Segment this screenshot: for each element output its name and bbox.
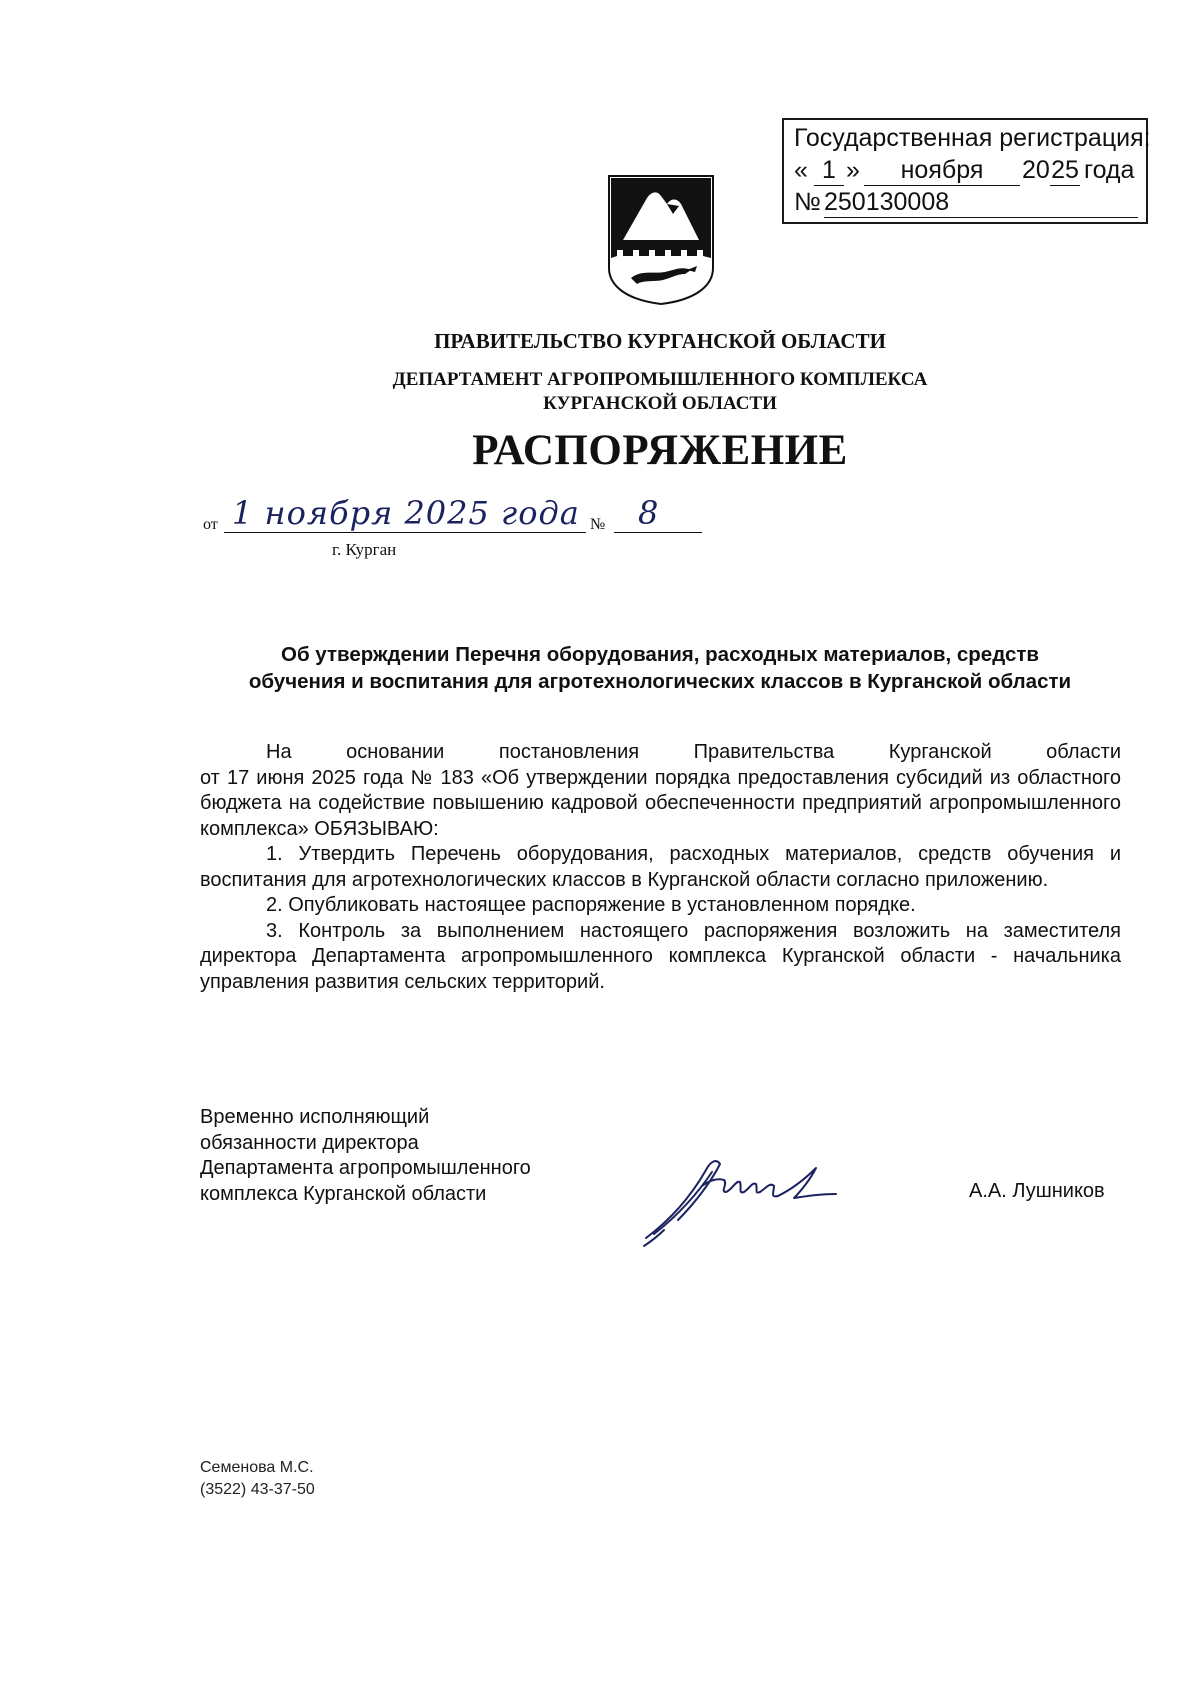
registration-stamp [782,118,1151,224]
date-prefix: от [203,516,218,533]
order-item-2: 2. Опубликовать настоящее распоряжение в установленном порядке. [266,894,916,916]
order-number-underline [614,532,702,533]
contact-info [200,1457,315,1501]
signatory-title-line3: Департамента агропромышленного [200,1157,531,1179]
kurgan-coat-of-arms-icon [607,174,715,306]
contact-name: Семенова М.С. [200,1459,314,1476]
registration-year-prefix: 20 [1022,156,1050,184]
signatory-title-line2: обязанности директора [200,1131,419,1154]
signatory-title-line1: Временно исполняющий [200,1106,430,1128]
signatory-title-line4: комплекса Курганской области [200,1182,487,1205]
order-subject [200,641,1120,695]
registration-year-word: года [1084,156,1135,184]
quote-open: « [794,156,808,184]
order-number-label: № [590,516,606,533]
document-type-title: РАСПОРЯЖЕНИЕ [472,427,848,474]
date-underline [224,532,586,533]
quote-close: » [846,156,860,184]
registration-number-label: № [794,188,821,216]
registration-number: 250130008 [824,188,1138,218]
registration-title: Государственная регистрация: [794,124,1151,152]
signatory-title [200,1105,531,1207]
order-body [200,740,1121,995]
registration-date [794,156,1138,186]
order-date-handwritten: 1 ноября 2025 года [232,494,580,532]
contact-phone: (3522) 43-37-50 [200,1481,315,1498]
preamble-text: от 17 июня 2025 года № 183 «Об утверждении порядка предоставления субсидий из областного бюджета на содействие повышению кадровой обеспеченности предприятий агропромышленного комплекса» ОБЯЗЫВАЮ: [200,766,1121,840]
registration-year-suffix: 25 [1051,156,1079,184]
registration-month: ноября [864,156,1020,186]
government-heading: ПРАВИТЕЛЬСТВО КУРГАНСКОЙ ОБЛАСТИ [434,329,886,353]
department-heading-line1: ДЕПАРТАМЕНТ АГРОПРОМЫШЛЕННОГО КОМПЛЕКСА [392,369,928,390]
order-subject-line2: обучения и воспитания для агротехнологических классов в Курганской области [248,670,1072,693]
handwritten-signature-icon [640,1150,850,1250]
preamble-line1: На основании постановления Правительства Курганской области [266,741,1121,763]
order-item-1: 1. Утвердить Перечень оборудования, расходных материалов, средств обучения и воспитания для агротехнологических классов в Курганской области согласно приложению. [200,843,1121,891]
registration-number-row [794,188,1138,218]
city-label: г. Курган [332,540,397,559]
department-heading [0,368,1200,416]
signatory-name: А.А. Лушников [969,1180,1105,1202]
registration-day: 1 [814,156,844,186]
order-subject-line1: Об утверждении Перечня оборудования, расходных материалов, средств [281,643,1039,666]
order-number-handwritten: 8 [638,494,659,532]
department-heading-line2: КУРГАНСКОЙ ОБЛАСТИ [543,393,777,414]
order-item-3: 3. Контроль за выполнением настоящего распоряжения возложить на заместителя директора Департамента агропромышленного комплекса Курганской области - начальника управления развития сельских территорий. [200,919,1121,993]
